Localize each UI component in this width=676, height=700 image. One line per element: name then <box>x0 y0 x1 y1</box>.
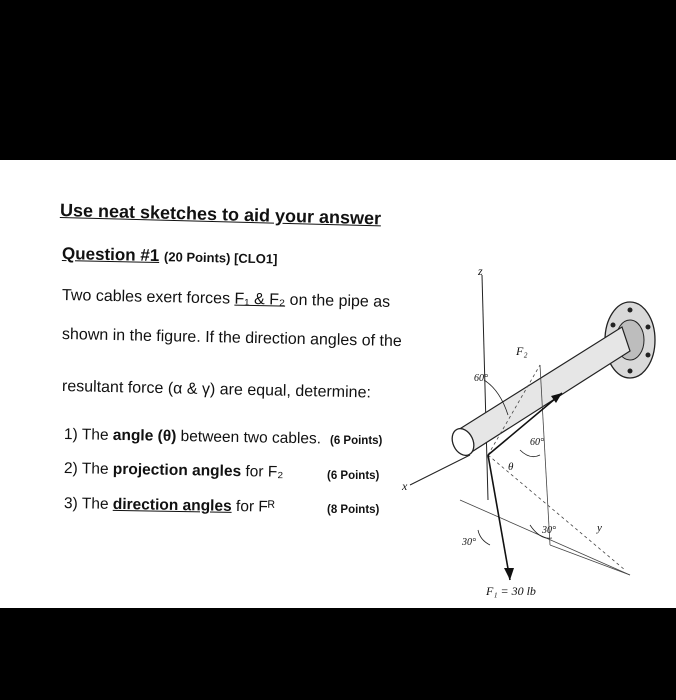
item-keyword: projection angles <box>112 460 242 481</box>
instruction-heading: Use neat sketches to aid your answer <box>59 200 382 229</box>
f1-cable <box>488 455 510 580</box>
item-points: (6 Points) <box>327 470 380 482</box>
item-number: 3) The <box>63 495 113 513</box>
paragraph-line-1-pre: Two cables exert forces <box>61 287 235 308</box>
item-keyword: direction angles <box>112 495 232 515</box>
z-axis-label: z <box>478 264 483 278</box>
item-points: (8 Points) <box>327 504 380 516</box>
paragraph-line-1 <box>62 287 391 312</box>
question-title: Question #1 <box>61 244 160 266</box>
f2-label: F₂ <box>516 344 528 358</box>
angle-arc <box>520 450 540 457</box>
item-text: for F₂ <box>241 463 284 481</box>
bolt-icon <box>646 353 651 358</box>
item-number: 1) The <box>63 426 113 444</box>
item-number: 2) The <box>63 460 113 478</box>
item-text: for Fᴿ <box>231 497 275 516</box>
angle-arc <box>478 530 490 545</box>
list-item <box>64 426 321 448</box>
angle-label-60b: 60° <box>530 437 544 448</box>
bolt-icon <box>611 323 616 328</box>
z-axis <box>482 275 488 500</box>
bolt-icon <box>628 308 633 313</box>
question-header <box>62 244 278 269</box>
item-text: between two cables. <box>176 427 322 448</box>
angle-label-30a: 30° <box>462 537 476 548</box>
x-axis-label: x <box>402 479 408 493</box>
item-points: (6 Points) <box>330 435 383 447</box>
paragraph-line-2: shown in the figure. If the direction angles of the <box>61 326 402 351</box>
y-direction-line <box>550 545 630 575</box>
list-item <box>64 460 284 482</box>
bolt-icon <box>628 369 633 374</box>
angle-label-60a: 60° <box>474 373 488 384</box>
theta-label: θ <box>508 461 514 473</box>
f1-label: F₁ = 30 lb <box>486 584 536 598</box>
pipe-cable-figure <box>400 255 670 605</box>
angle-label-30b: 30° <box>542 525 556 536</box>
paragraph-line-1-post: on the pipe as <box>285 291 391 311</box>
bolt-icon <box>646 325 651 330</box>
y-axis-label: y <box>597 522 602 534</box>
x-axis <box>410 455 470 485</box>
forces-label: F₁ & F₂ <box>234 290 286 309</box>
document-page <box>0 160 676 608</box>
item-keyword: angle (θ) <box>112 426 177 445</box>
list-item <box>64 495 275 517</box>
paragraph-line-3: resultant force (α & γ) are equal, determine: <box>61 378 372 402</box>
question-points: (20 Points) [CLO1] <box>163 249 278 267</box>
